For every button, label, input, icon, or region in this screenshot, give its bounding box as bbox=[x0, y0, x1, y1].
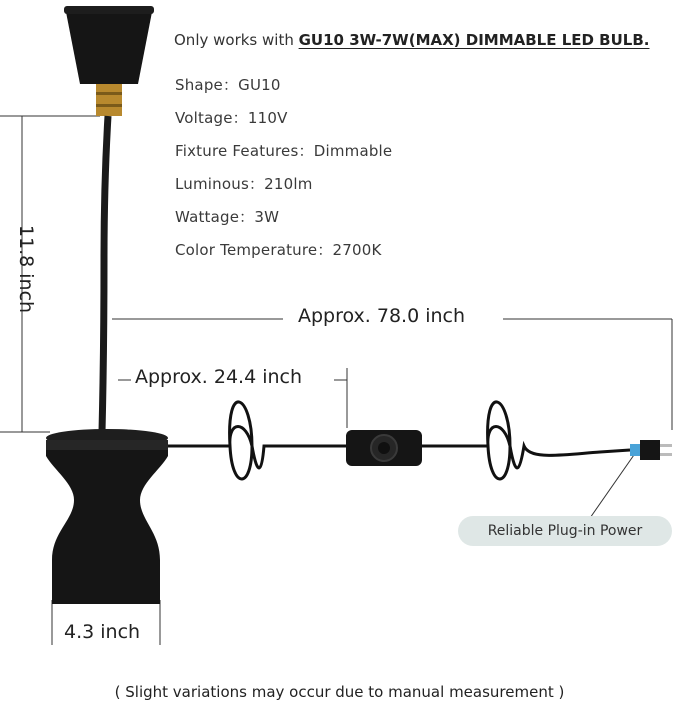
dimmer-switch-icon bbox=[346, 430, 422, 466]
spec-fixture-features: Fixture Features：Dimmable bbox=[175, 142, 393, 160]
compatibility-bulb-type: GU10 3W-7W(MAX) DIMMABLE LED BULB. bbox=[298, 31, 650, 49]
base-width-dimension-label: 4.3 inch bbox=[60, 621, 144, 643]
spec-voltage: Voltage：110V bbox=[175, 109, 288, 127]
spec-shape: Shape：GU10 bbox=[175, 76, 281, 94]
plug-icon bbox=[630, 440, 672, 460]
spec-color-temperature: Color Temperature：2700K bbox=[175, 241, 382, 259]
lamp-base bbox=[46, 429, 168, 604]
switch-cord-dimension-label: Approx. 24.4 inch bbox=[131, 366, 306, 388]
spec-wattage: Wattage：3W bbox=[175, 208, 280, 226]
lamp-socket-icon bbox=[64, 6, 154, 116]
compatibility-note bbox=[174, 31, 649, 49]
plug-in-power-callout: Reliable Plug-in Power bbox=[458, 516, 672, 546]
total-cord-dimension-label: Approx. 78.0 inch bbox=[294, 305, 469, 327]
height-dimension-label: 11.8 inch bbox=[15, 224, 37, 314]
gooseneck-arm bbox=[102, 116, 108, 432]
measurement-footnote: ( Slight variations may occur due to manual measurement ) bbox=[114, 683, 565, 701]
spec-luminous: Luminous：210lm bbox=[175, 175, 313, 193]
compatibility-prefix: Only works with bbox=[174, 31, 299, 49]
